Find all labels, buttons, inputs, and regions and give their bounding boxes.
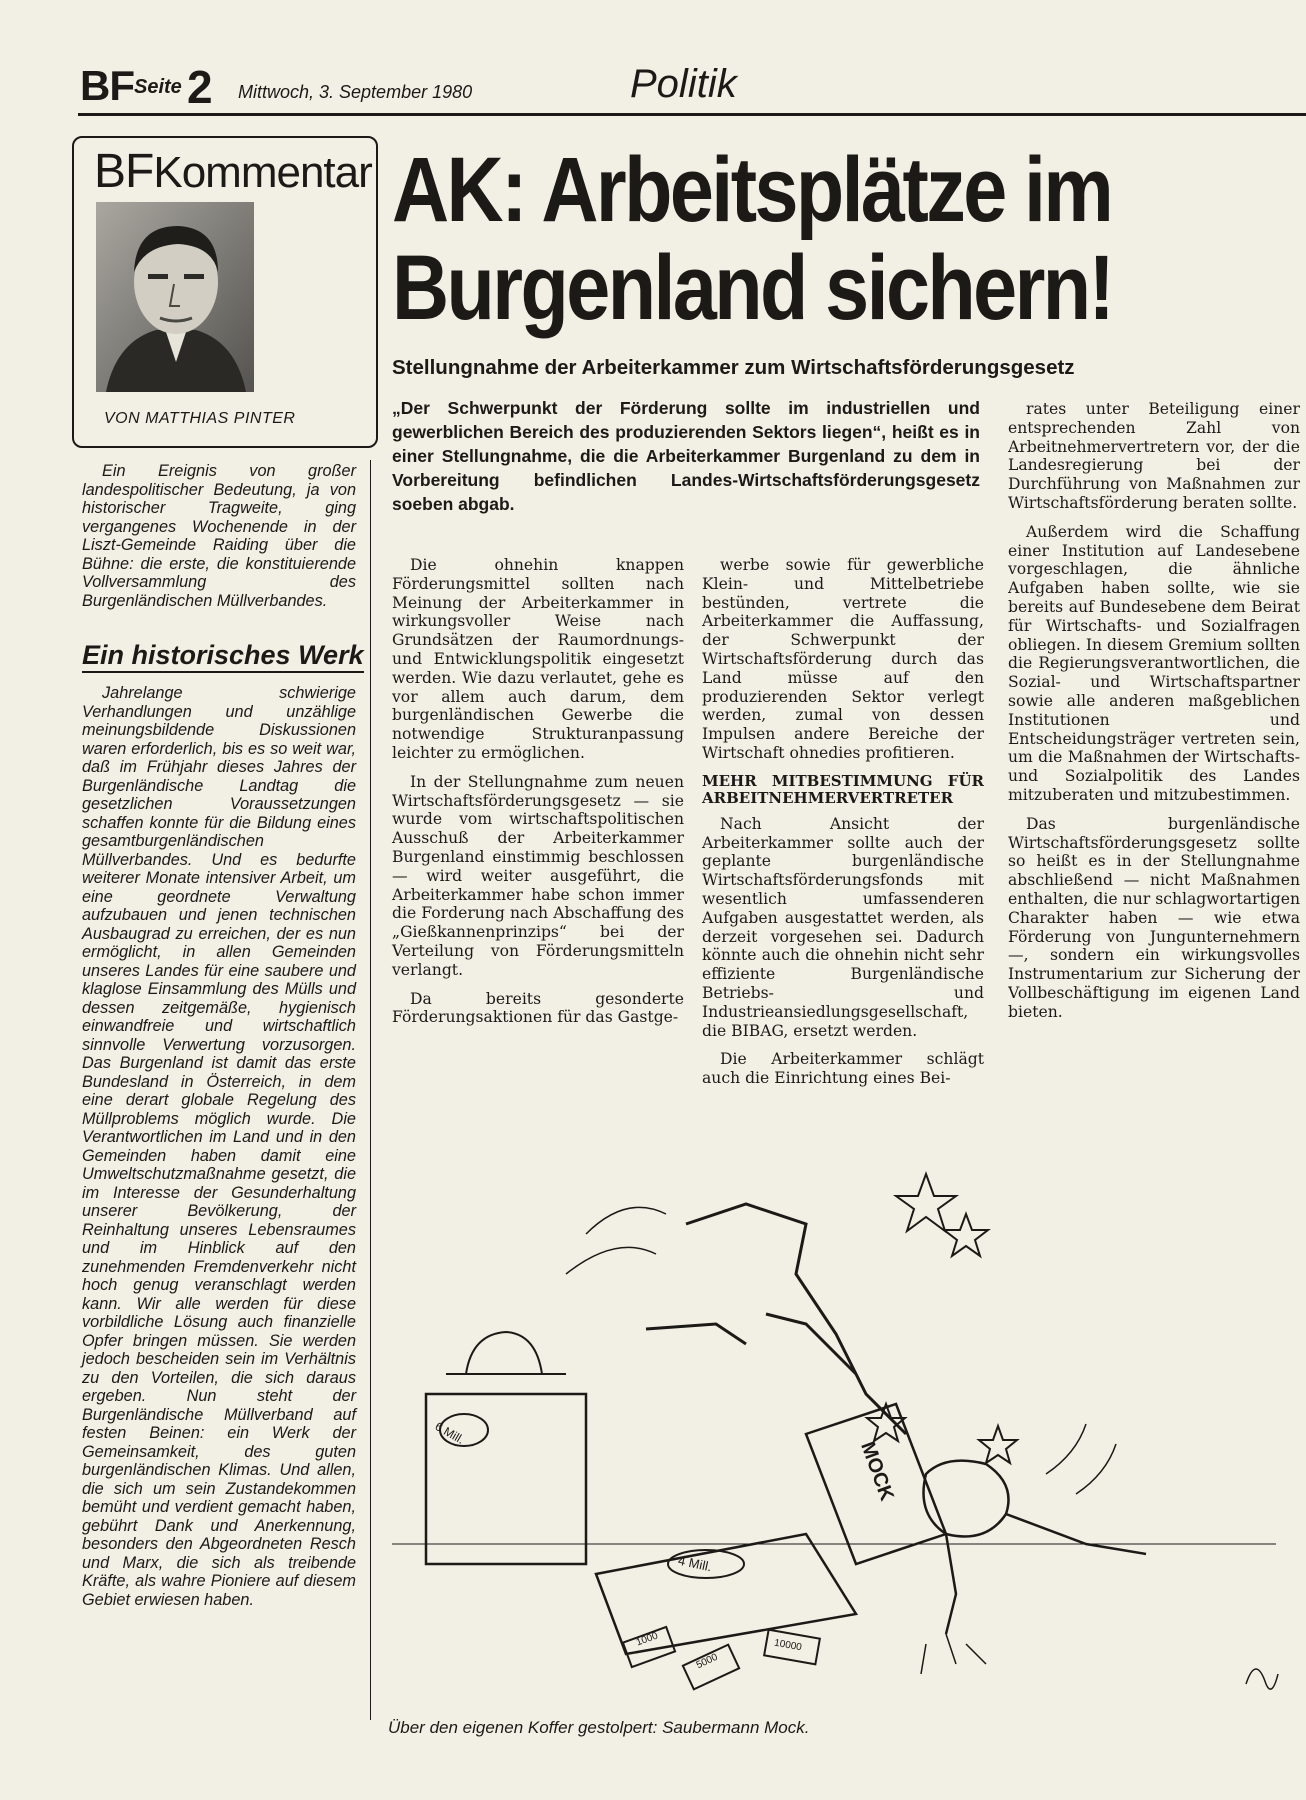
article-paragraph: Das burgenländische Wirtschaftsförderungsgesetz sollte so heißt es in der Stellungnahme abschließend — nicht Maßnahmen enthalten, die nur schlagwortartigen Charakter haben — wie etwa Förderung von Jungunternehmern —, sondern ein wirkungsvolles Instrumentarium zur Sicherung der Vollbeschäftigung im eigenen Land bieten.: [1008, 814, 1300, 1021]
article-column-3: [1008, 400, 1300, 1070]
article-paragraph: Nach Ansicht der Arbeiterkammer sollte auch der geplante burgenländische Wirtschaftsförderungsfonds mit wesentlich umfassenderen Aufgaben ausgestattet werden, als derzeit vorgesehen sei. Dadurch könnte auch die ohnehin nicht sehr effiziente Burgenländische Betriebs- und Industrieansiedlungsgesellschaft, die BIBAG, ersetzt werden.: [702, 814, 984, 1040]
subheadline: Stellungnahme der Arbeiterkammer zum Wirtschaftsförderungsgesetz: [392, 356, 1075, 379]
article-crosshead: MEHR MITBESTIMMUNG FÜR ARBEITNEHMERVERTRETER: [702, 771, 984, 807]
section-title: Politik: [630, 62, 737, 106]
commentary-byline: VON MATTHIAS PINTER: [104, 410, 296, 427]
article-paragraph: Die Arbeiterkammer schlägt auch die Einrichtung eines Bei-: [702, 1050, 984, 1088]
author-photo: [96, 202, 254, 392]
commentary-intro: Ein Ereignis von großer landespolitischer Bedeutung, ja von historischer Tragweite, ging vergangenes Wochenende in der Liszt-Gemeinde Raiding über die Bühne: die erste, die konstituierende Vollversammlung des Burgenländischen Müllverbandes.: [82, 462, 356, 610]
cartoon-drawing: [386, 1074, 1286, 1714]
article-column-1: [392, 556, 684, 1037]
page-number: 2: [187, 61, 213, 113]
article-paragraph: In der Stellungnahme zum neuen Wirtschaftsförderungsgesetz — sie wurde vom wirtschaftspolitischen Ausschuß der Arbeiterkammer Burgenland einstimmig beschlossen — wird weiter ausgeführt, die Arbeiterkammer habe schon immer die Forderung nach Abschaffung des „Gießkannenprinzips“ bei der Verteilung von Förderungsmitteln verlangt.: [392, 772, 684, 979]
cartoon-illustration: [386, 1074, 1286, 1714]
case-label-left: 6 Mill.: [432, 1419, 467, 1447]
article-column-2: [702, 556, 984, 1098]
commentary-body: Jahrelange schwierige Verhandlungen und unzählige meinungsbildende Diskussionen waren erforderlich, bis es so weit war, daß im Frühjahr dieses Jahres der Burgenländische Landtag die gesetzlichen Voraussetzungen schaffen konnte für die Bildung eines gesamtburgenländischen Müllverbandes. Und es bedurfte weiterer Monate intensiver Arbeit, um eine geordnete Verwaltung aufzubauen und jenen technischen Ausbaugrad zu erreichen, der es nun ermöglicht, in allen Gemeinden unseres Landes für eine saubere und klaglose Einsammlung des Mülls und dessen zeitgemäße, hygienisch einwandfreie und wirtschaftlich sinnvolle Verwertung vorzusorgen. Das Burgenland ist damit das erste Bundesland in Österreich, in dem eine derart globale Regelung des Müllproblems möglich wurde. Die Verantwortlichen im Land und in den Gemeinden haben damit eine Umweltschutzmaßnahme gesetzt, die im Interesse der Gesunderhaltung unserer Bevölkerung, der Reinhaltung unseres Lebensraumes und im Hinblick auf den zunehmenden Fremdenverkehr nicht hoch genug veranschlagt werden kann. Wir alle werden für diese vorbildliche Lösung auch finanzielle Opfer bringen müssen. Sie werden jedoch bescheiden sein im Verhältnis zu den Vorteilen, die sich daraus ergeben. Nun steht der Burgenländische Müllverband auf festen Beinen: ein Werk der Gemeinsamkeit, des guten burgenländischen Klimas. Und allen, die sich um sein Zustandekommen bemüht und verdient gemacht haben, gebührt Dank und Anerkennung, besonders den Abgeordneten Resch und Marx, die sich als treibende Kräfte, als wahre Pioniere auf diesem Gebiet erwiesen haben.: [82, 684, 356, 1609]
brand-logo: BF: [80, 62, 134, 109]
article-paragraph: rates unter Beteiligung einer entsprechenden Zahl von Arbeitnehmervertretern vor, der die Landesregierung bei der Durchführung von Maßnahmen zur Wirtschaftsförderung beraten sollte.: [1008, 400, 1300, 512]
author-portrait-image: [96, 202, 254, 392]
column-rule: [370, 460, 371, 1720]
page-label: Seite: [134, 76, 182, 98]
sign-label: MOCK: [856, 1438, 898, 1504]
headline-line-1: AK: Arbeitsplätze im: [392, 139, 1112, 241]
commentary-subheading: Ein historisches Werk: [82, 640, 364, 673]
banknote-label: 5000: [694, 1651, 720, 1672]
banknote-label: 1000: [634, 1630, 660, 1649]
commentary-title: [94, 144, 372, 199]
headline-line-2: Burgenland sichern!: [392, 237, 1113, 339]
article-paragraph: Die ohnehin knappen Förderungsmittel sollten nach Meinung der Arbeiterkammer in wirkungsvoller Weise nach Grundsätzen der Raumordnungs- und Entwicklungspolitik eingesetzt werden. Wie dazu verlautet, gehe es vor allem auch darum, dem burgenländischen Gewerbe die notwendige Strukturanpassung leichter zu ermöglichen.: [392, 556, 684, 762]
article-paragraph: Außerdem wird die Schaffung einer Institution auf Landesebene vorgeschlagen, die ähnliche Aufgaben haben sollte, wie sie bereits auf Bundesebene dem Beirat für Wirtschafts- und Sozialfragen obliegen. In diesem Gremium sollten die Regierungsverantwortlichen, die Sozial- und Wirtschaftspartner sowie alle anderen maßgeblichen Institutionen und Entscheidungsträger vertreten sein, um die Maßnahmen der Wirtschafts- und Sozialpolitik des Landes mitzuberaten und mitzubestimmen.: [1008, 522, 1300, 804]
header-rule: [78, 113, 1306, 116]
cartoon-caption: Über den eigenen Koffer gestolpert: Saubermann Mock.: [388, 1718, 810, 1737]
article-lead: „Der Schwerpunkt der Förderung sollte im industriellen und gewerblichen Bereich des produzierenden Sektors liegen“, heißt es in einer Stellungnahme, die die Arbeiterkammer Burgenland zu dem in Vorbereitung befindlichen Landes-Wirtschaftsförderungsgesetz soeben abgab.: [392, 398, 980, 514]
article-paragraph: Da bereits gesonderte Förderungsaktionen für das Gastge-: [392, 989, 684, 1027]
commentary-title-brand: BF: [94, 145, 154, 198]
case-label-right: 4 Mill.: [676, 1552, 714, 1575]
commentary-title-text: Kommentar: [153, 148, 372, 197]
article-paragraph: werbe sowie für gewerbliche Klein- und Mittelbetriebe bestünden, vertrete die Arbeiterkammer die Auffassung, der Schwerpunkt der Wirtschaftsförderung durch das Land müsse auf den produzierenden Sektor verlegt werden, zumal von dessen Impulsen andere Bereiche der Wirtschaft ohnedies profitieren.: [702, 556, 984, 762]
issue-date: Mittwoch, 3. September 1980: [238, 82, 473, 102]
banknote-label: 10000: [773, 1637, 803, 1654]
